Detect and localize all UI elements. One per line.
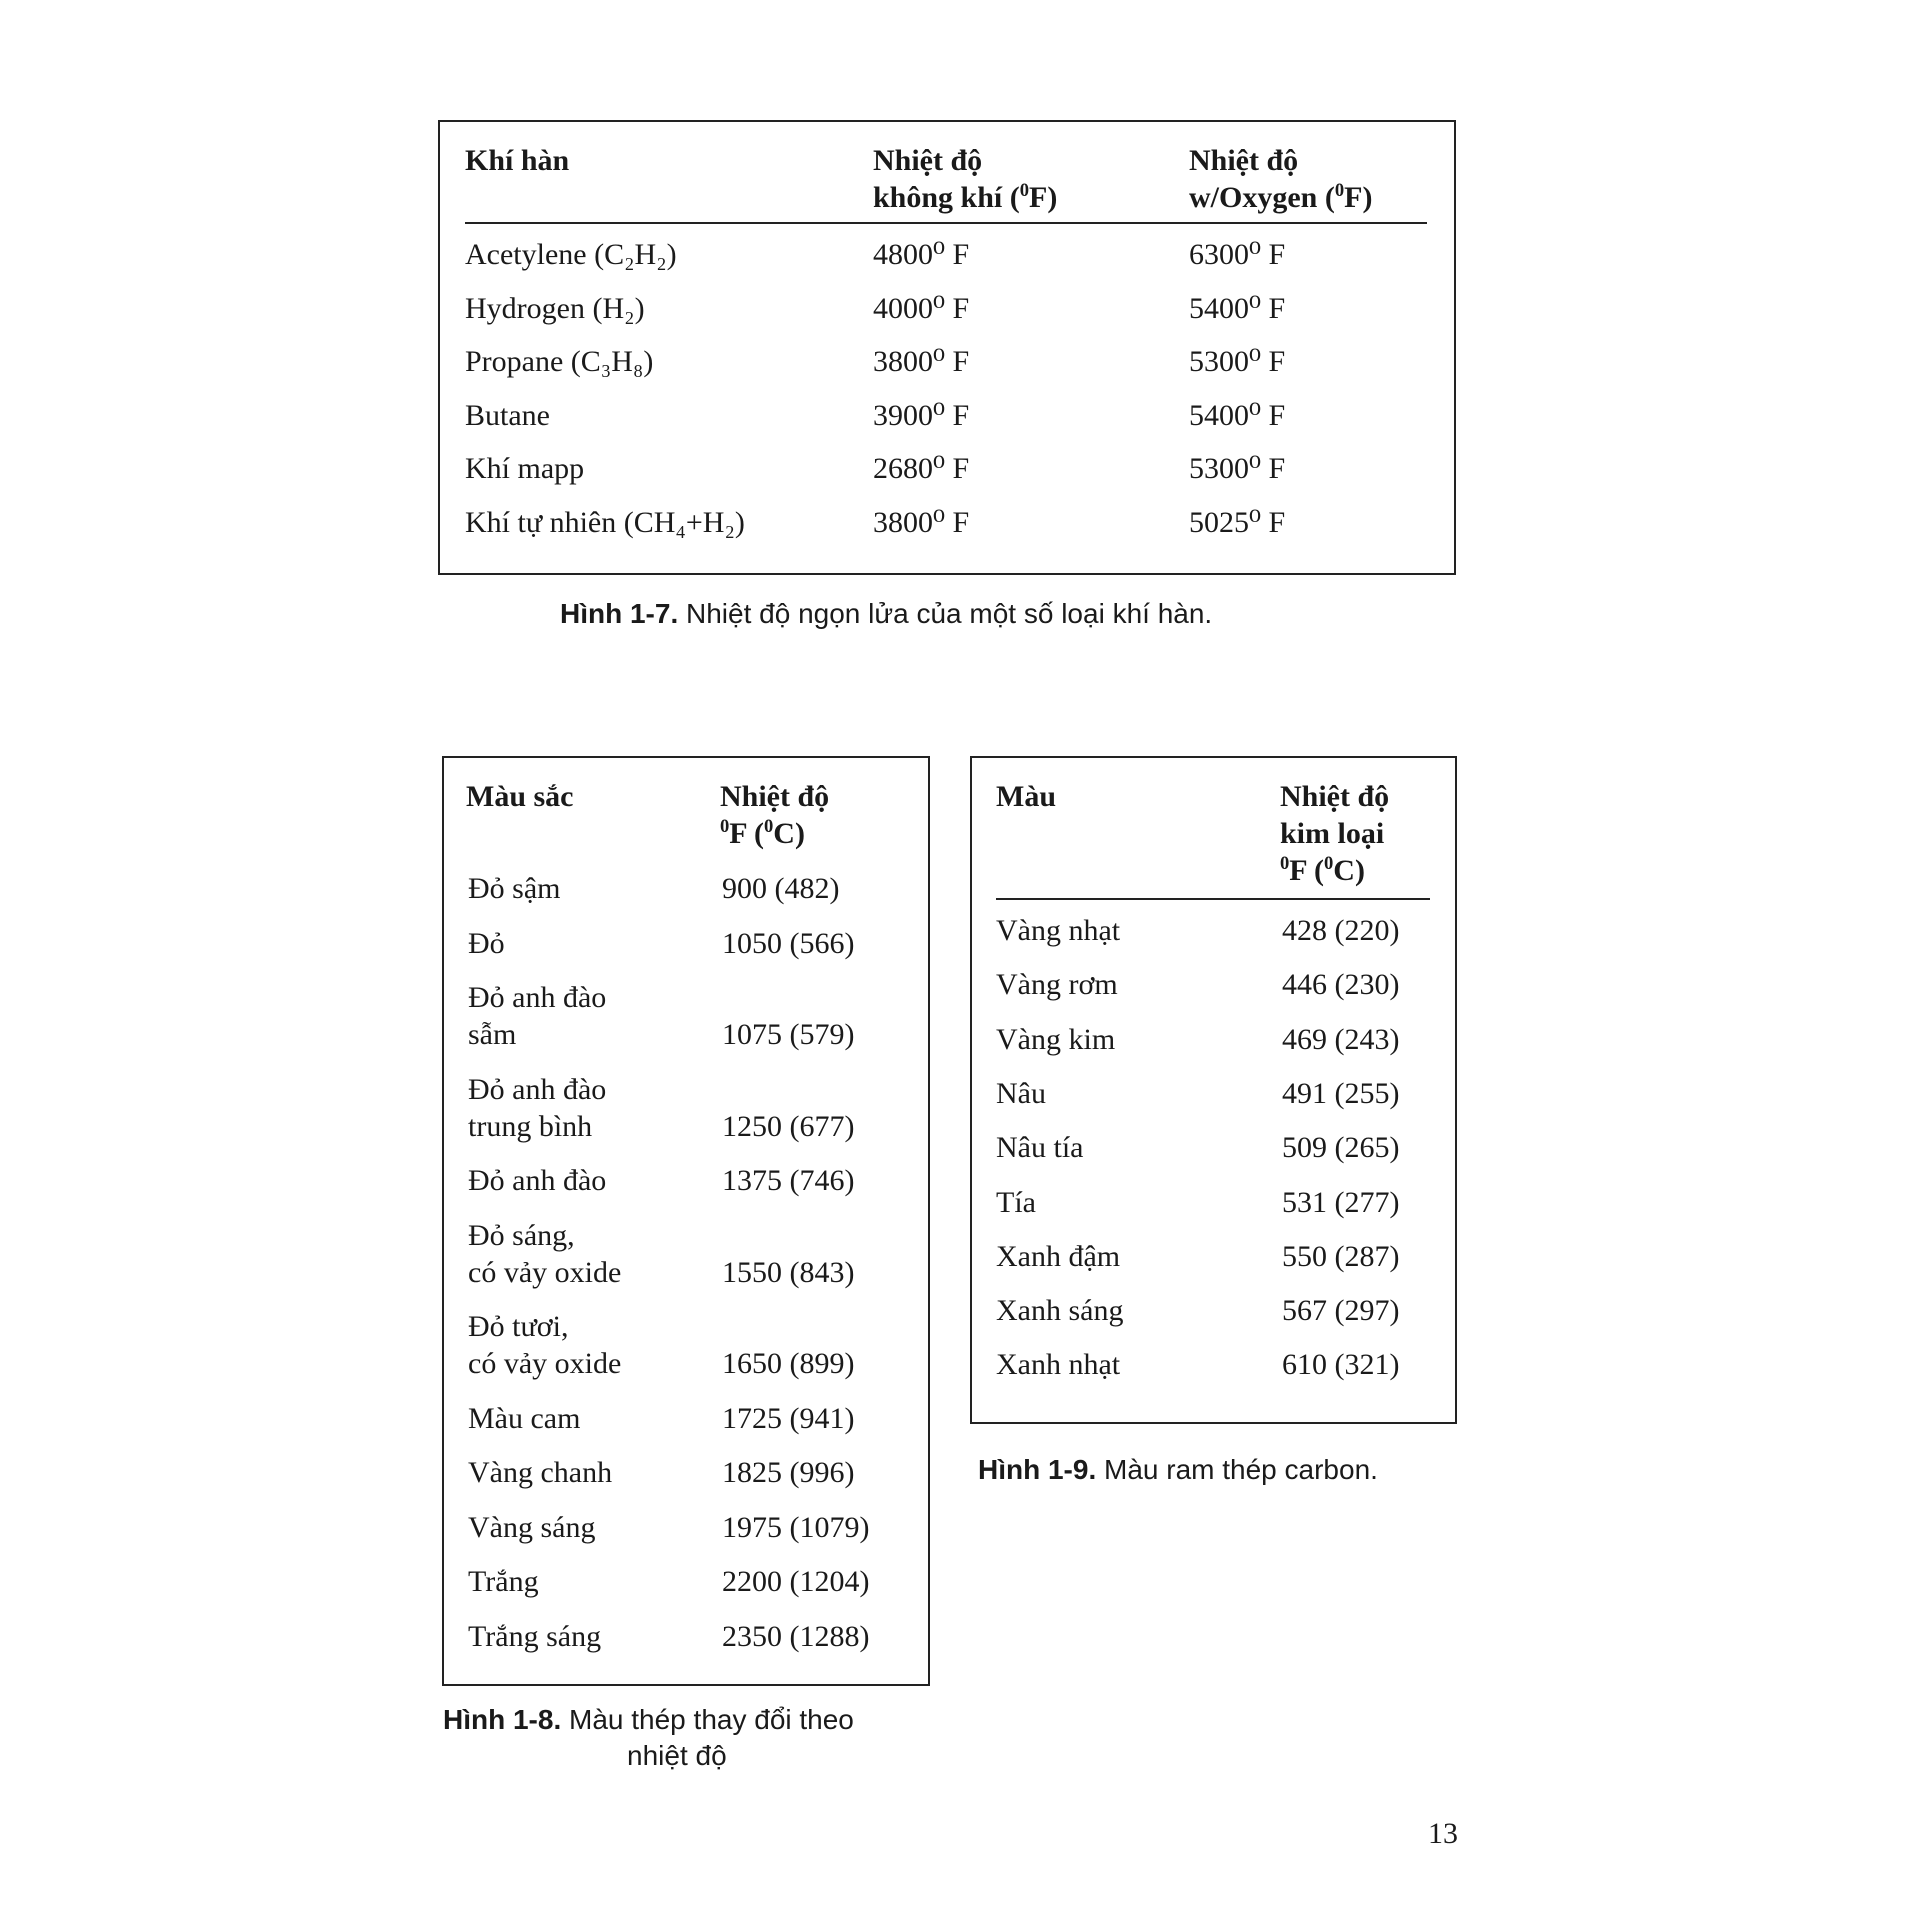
table-1-7-cell: 5400⁰ F [1189, 398, 1286, 432]
table-1-9-header-temp: Nhiệt độ kim loại $^0$F ($^0$C) [1280, 780, 1390, 887]
table-1-7-cell: Khí tự nhiên (CH₄+H₂) [465, 505, 745, 539]
table-1-8-cell: 1075 (579) [722, 1018, 855, 1051]
table-1-7-cell: 2680⁰ F [873, 452, 970, 485]
table-1-7-cell: Propane (C₃H₈) [465, 345, 654, 378]
table-1-9-cell: 509 (265) [1282, 1131, 1400, 1165]
table-1-7-cell: Acetylene (C₂H₂) [465, 238, 677, 271]
table-1-8-cell: 1250 (677) [722, 1109, 855, 1143]
figure-1-7-caption [560, 596, 1212, 632]
table-1-8-cell: Màu cam [468, 1401, 581, 1435]
table-1-9-cell: 567 (297) [1282, 1294, 1400, 1328]
figure-1-8-label: Hình 1-8. [443, 1704, 562, 1735]
table-1-8-cell: 2200 (1204) [722, 1565, 870, 1598]
figure-1-8-text: Màu thép thay đổi theo [561, 1704, 854, 1735]
table-1-7-cell: 3900⁰ F [873, 398, 970, 432]
table-1-7-cell: 4800⁰ F [873, 238, 970, 271]
table-1-7-cell: 5300⁰ F [1189, 345, 1286, 378]
table-1-9-cell: Xanh đậm [996, 1239, 1121, 1273]
table-1-8-cell: 900 (482) [722, 872, 840, 905]
table-1-8-cell: Đỏ [468, 926, 505, 960]
table-1-9-cell: 531 (277) [1282, 1185, 1400, 1219]
table-1-9-header-color: Màu [996, 780, 1056, 813]
table-1-8-cell: Đỏ tươi, có vảy oxide [468, 1310, 622, 1380]
figure-1-8-caption [443, 1702, 933, 1774]
table-1-9-cell: Vàng kim [996, 1022, 1116, 1056]
table-1-9-cell: 610 (321) [1282, 1348, 1400, 1382]
table-1-9-cell: Nâu tía [996, 1131, 1084, 1165]
table-1-9-header-rule [996, 898, 1430, 900]
table-1-7-cell: 3800⁰ F [873, 345, 970, 378]
table-1-8-cell: Đỏ anh đào [468, 1164, 607, 1197]
table-1-9-cell: 469 (243) [1282, 1022, 1400, 1056]
table-1-8-cell: Vàng chanh [468, 1456, 613, 1489]
table-1-9-cell: Nâu [996, 1076, 1046, 1110]
table-1-9-cell: 428 (220) [1282, 914, 1400, 947]
table-1-8-cell: 1050 (566) [722, 926, 855, 960]
table-1-9-cell: 446 (230) [1282, 968, 1400, 1002]
table-1-8-cell: Đỏ sậm [468, 872, 561, 905]
table-1-7-header-air-temp: Nhiệt độ không khí ($^0$F) [873, 144, 1058, 214]
table-1-7-cell: 5400⁰ F [1189, 291, 1286, 325]
table-1-7-cell: Khí mapp [465, 452, 585, 485]
table-1-8-header-color: Màu sắc [466, 780, 574, 813]
table-1-8-header-temp: Nhiệt độ $^0$F ($^0$C) [720, 780, 830, 850]
table-1-9-cell: Vàng rơm [996, 968, 1118, 1002]
table-1-7-cell: 3800⁰ F [873, 505, 970, 539]
table-1-9-cell: Vàng nhạt [996, 914, 1121, 947]
table-1-7-cell: 4000⁰ F [873, 291, 970, 325]
table-1-8-cell: Đỏ sáng, có vảy oxide [468, 1218, 622, 1289]
figure-1-9-text: Màu ram thép carbon. [1096, 1454, 1378, 1485]
table-1-9-cell: Tía [996, 1185, 1036, 1219]
table-1-7-cell: 5025⁰ F [1189, 505, 1286, 539]
figure-1-7-label: Hình 1-7. [560, 598, 679, 629]
table-1-8-cell: Trắng [468, 1565, 539, 1598]
table-1-9-cell: 550 (287) [1282, 1239, 1400, 1273]
table-1-8-cell: 1825 (996) [722, 1456, 855, 1489]
table-1-9-cell: 491 (255) [1282, 1076, 1400, 1110]
table-1-7-header-oxygen-temp: Nhiệt độ w/Oxygen ($^0$F) [1189, 144, 1373, 214]
figure-1-8-text-2: nhiệt độ [627, 1740, 727, 1771]
table-1-8-cell: Trắng sáng [468, 1619, 602, 1653]
table-1-7-cell: 6300⁰ F [1189, 238, 1286, 271]
table-1-8-cell: 1725 (941) [722, 1401, 855, 1435]
figure-1-7-text: Nhiệt độ ngọn lửa của một số loại khí hàn. [678, 598, 1213, 629]
table-1-8-cell: Đỏ anh đào sẫm [468, 981, 607, 1051]
table-1-8-cell: 1650 (899) [722, 1347, 855, 1380]
table-1-9-cell: Xanh sáng [996, 1294, 1124, 1328]
page-number: 13 [1428, 1817, 1458, 1850]
table-1-8-cell: 1550 (843) [722, 1255, 855, 1289]
table-1-7-cell: Hydrogen (H₂) [465, 291, 645, 325]
figure-1-9-label: Hình 1-9. [978, 1454, 1097, 1485]
table-1-8-cell: Vàng sáng [468, 1510, 596, 1544]
table-1-9-cell: Xanh nhạt [996, 1348, 1121, 1382]
table-1-7-cell: 5300⁰ F [1189, 452, 1286, 485]
table-1-8-cell: 1975 (1079) [722, 1510, 870, 1544]
table-1-8-cell: 2350 (1288) [722, 1619, 870, 1653]
table-1-7-cell: Butane [465, 398, 550, 432]
table-1-8-cell: 1375 (746) [722, 1164, 855, 1197]
figure-1-9-caption [978, 1452, 1378, 1488]
table-1-7-header-rule [465, 222, 1427, 224]
table-1-7-header-gas: Khí hàn [465, 144, 570, 177]
table-1-8-cell: Đỏ anh đào trung bình [468, 1072, 607, 1143]
